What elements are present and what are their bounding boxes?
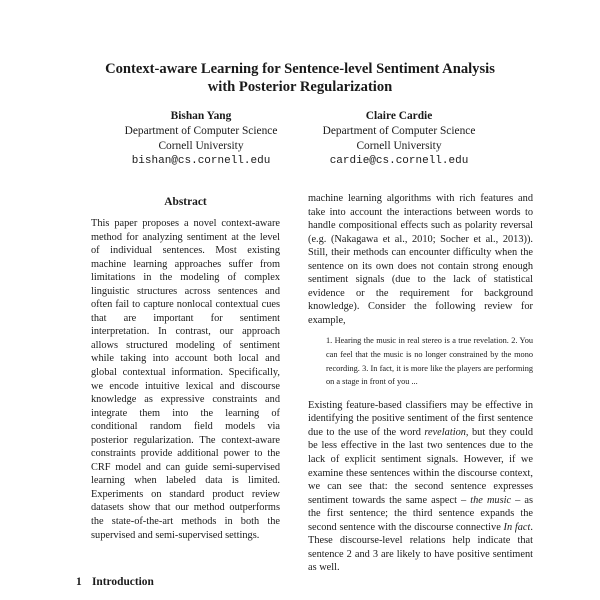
p2-connective: In fact bbox=[503, 521, 531, 533]
author-block-1 bbox=[98, 109, 304, 169]
introduction-heading bbox=[76, 576, 154, 588]
left-column bbox=[91, 196, 280, 542]
author-name: Bishan Yang bbox=[170, 110, 232, 122]
author-email: bishan@cs.cornell.edu bbox=[131, 155, 271, 167]
author-name: Claire Cardie bbox=[365, 110, 433, 122]
section-title: Introduction bbox=[92, 576, 154, 588]
p2-aspect: the music bbox=[470, 494, 512, 506]
p2-text-b: , but they could be less effective in the last two sentences due to the lack of explicit sentiment signals. However, if we examine these sentences within the discourse context, we can see that: the second sentence expresses sentiment towards the same aspect – bbox=[308, 426, 533, 506]
review-quote: 1. Hearing the music in real stereo is a true revelation. 2. You can feel that the music is no longer constrained by the mono recording. 3. In fact, it is more like the players are performing on a stage in front of you ... bbox=[326, 336, 533, 387]
author-univ: Cornell University bbox=[158, 140, 244, 152]
author-email: cardie@cs.cornell.edu bbox=[329, 155, 469, 167]
abstract-text: This paper proposes a novel context-aware method for analyzing sentiment at the level of individual sentences. Most existing machine learning approaches suffer from limitations in the modeling of complex linguistic structures across sentences and often fail to capture nonlocal contextual cues that are important for sentiment interpretation. In contrast, our approach allows structured modeling of sentiment while taking into account both local and global contextual information. Specifically, we encode intuitive lexical and discourse knowledge as expressive constraints and integrate them into the learning of conditional random field models via posterior regularization. The context-aware constraints provide additional power to the CRF model and can guide semi-supervised learning when labeled data is limited. Experiments on standard product review datasets show that our method outperforms the state-of-the-art methods in both the supervised and semi-supervised settings. bbox=[91, 218, 280, 541]
p2-text-a: Existing feature-based classifiers may be effective in identifying the positive sentiment of the first sentence due to the use of the word bbox=[308, 399, 533, 438]
p2-text-c: – as the first sentence; the third sentence expands the second sentence with the discourse connective bbox=[308, 494, 534, 533]
p2-text-d: . These discourse-level relations help indicate that sentence 2 and 3 are likely to have positive sentiment as well. bbox=[308, 521, 533, 574]
section-number: 1 bbox=[76, 576, 82, 588]
author-univ: Cornell University bbox=[356, 140, 442, 152]
body-paragraph-1: machine learning algorithms with rich features and take into account the interactions between words to handle compositional effects such as polarity reversal (e.g. (Nakagawa et al., 2010; Socher et al., 2013)). Still, their methods can encounter difficulty when the sentence on its own does not contain strong enough sentiment signals (due to the lack of statistical evidence or the requirement for background knowledge). Consider the following review for example, bbox=[308, 193, 533, 326]
p2-word-revelation: revelation bbox=[424, 426, 466, 438]
author-block-2 bbox=[296, 109, 502, 169]
abstract-heading: Abstract bbox=[164, 196, 207, 208]
body-paragraph-2 bbox=[308, 399, 533, 575]
right-column bbox=[308, 192, 533, 575]
author-dept: Department of Computer Science bbox=[322, 125, 476, 137]
title-line-2: with Posterior Regularization bbox=[207, 79, 393, 95]
paper-title bbox=[60, 60, 540, 96]
title-line-1: Context-aware Learning for Sentence-level Sentiment Analysis bbox=[105, 61, 495, 77]
author-dept: Department of Computer Science bbox=[124, 125, 278, 137]
